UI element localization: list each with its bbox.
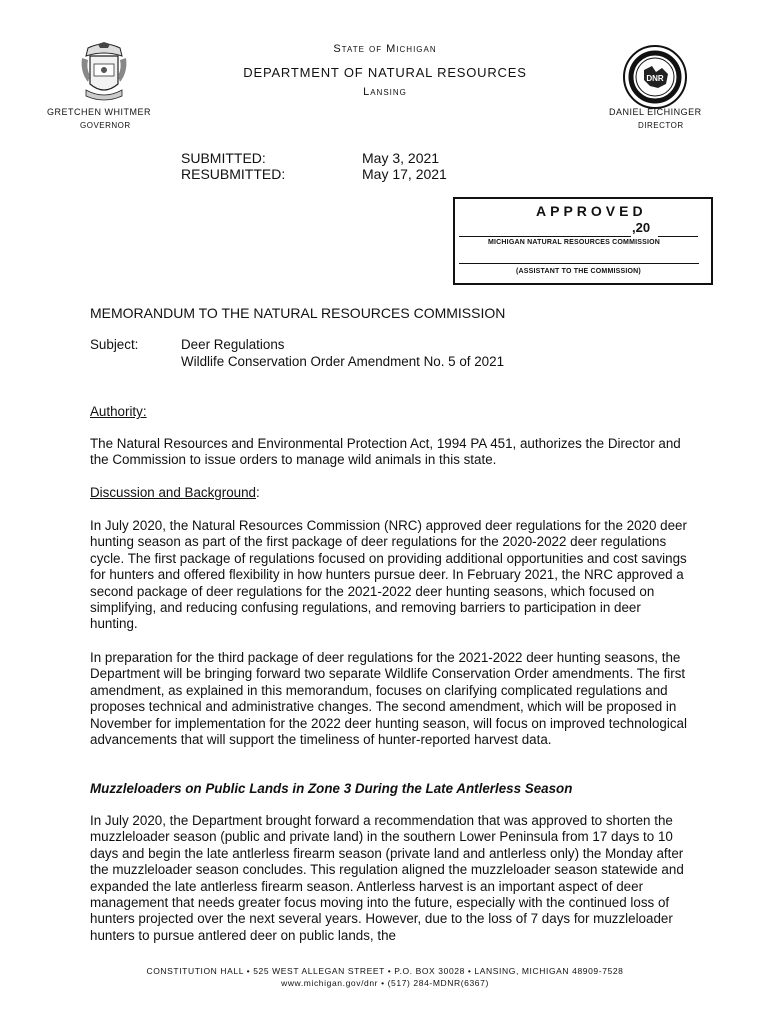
authority-heading: Authority: [90, 404, 147, 419]
michigan-state-seal [78, 42, 130, 104]
resubmitted-label: RESUBMITTED: [181, 166, 286, 182]
submitted-date: May 3, 2021 [362, 150, 440, 166]
assistant-signature-line [459, 263, 699, 264]
muzzleloader-heading: Muzzleloaders on Public Lands in Zone 3 During the Late Antlerless Season [90, 781, 573, 796]
director-name: DANIEL EICHINGER [609, 107, 702, 117]
dnr-seal [622, 44, 688, 110]
discussion-heading: Discussion and Background [90, 485, 256, 500]
approved-title: APPROVED [536, 203, 647, 219]
paragraph-1: In July 2020, the Natural Resources Commission (NRC) approved deer regulations for the 2020 deer hunting season as part of the first package of deer regulations for the 2020-2022 deer regulations cycle. The first package of regulations focused on providing additional opportunities and cost savings for hunters and offered flexibility in how hunters pursue deer. In February 2021, the NRC approved a second package of deer regulations for the 2021-2022 deer hunting seasons, which focused on simplifying, and reducing confusing regulations, and removing barriers to participation in deer hunting. [90, 518, 687, 632]
resubmitted-date: May 17, 2021 [362, 166, 447, 182]
paragraph-2: In preparation for the third package of deer regulations for the 2021-2022 deer hunting seasons, the Department will be bringing forward two separate Wildlife Conservation Order amendments. The first amendment, as explained in this memorandum, focuses on clarifying complicated regulations and proposes technical and administrative changes. The second amendment, which will be proposed in November for implementation for the 2022 deer hunting season, will focus on improved technological advancements that will support the timeliness of hunter-reported harvest data. [90, 650, 687, 748]
governor-title: GOVERNOR [80, 121, 131, 130]
footer-address: CONSTITUTION HALL • 525 WEST ALLEGAN STREET • P.O. BOX 30028 • LANSING, MICHIGAN 48909-7528 [146, 966, 624, 976]
footer-contact: www.michigan.gov/dnr • (517) 284-MDNR(6367) [281, 978, 489, 988]
director-title: DIRECTOR [638, 121, 684, 130]
department-name: DEPARTMENT OF NATURAL RESOURCES [243, 65, 527, 80]
subject-line-2: Wildlife Conservation Order Amendment No. 5 of 2021 [181, 354, 505, 369]
discussion-heading-wrap [90, 485, 260, 501]
subject-line-1: Deer Regulations [181, 337, 285, 352]
subject-label: Subject: [90, 337, 139, 352]
city-name: Lansing [363, 86, 407, 98]
approval-year-line [658, 236, 698, 237]
approval-year: ,20 [632, 220, 651, 235]
paragraph-3: In July 2020, the Department brought forward a recommendation that was approved to shorten the muzzleloader season (public and private land) in the southern Lower Peninsula from 17 days to 10 days and begin the late antlerless firearm season (private land and antlerless only) the Monday after the muzzleloader season concludes. This regulation aligned the muzzleloader season statewide and expanded the late antlerless firearm season. Antlerless harvest is an important aspect of deer management that needs greater focus moving into the future, especially with the continued loss of hunters projected over the next several years. However, due to the loss of 7 days for muzzleloader hunters to pursue antlered deer on public lands, the [90, 813, 684, 943]
authority-text: The Natural Resources and Environmental Protection Act, 1994 PA 451, authorizes the Director and the Commission to issue orders to manage wild animals in this state. [90, 436, 681, 468]
state-name: State of Michigan [333, 43, 437, 55]
assistant-label: (ASSISTANT TO THE COMMISSION) [516, 268, 641, 275]
submitted-label: SUBMITTED: [181, 150, 266, 166]
governor-name: GRETCHEN WHITMER [47, 107, 151, 117]
commission-label: MICHIGAN NATURAL RESOURCES COMMISSION [488, 239, 661, 246]
discussion-heading-colon: : [256, 485, 260, 500]
dnr-seal-label: DNR [646, 74, 664, 83]
approval-date-line [459, 236, 631, 237]
memo-heading: MEMORANDUM TO THE NATURAL RESOURCES COMMISSION [90, 305, 506, 321]
